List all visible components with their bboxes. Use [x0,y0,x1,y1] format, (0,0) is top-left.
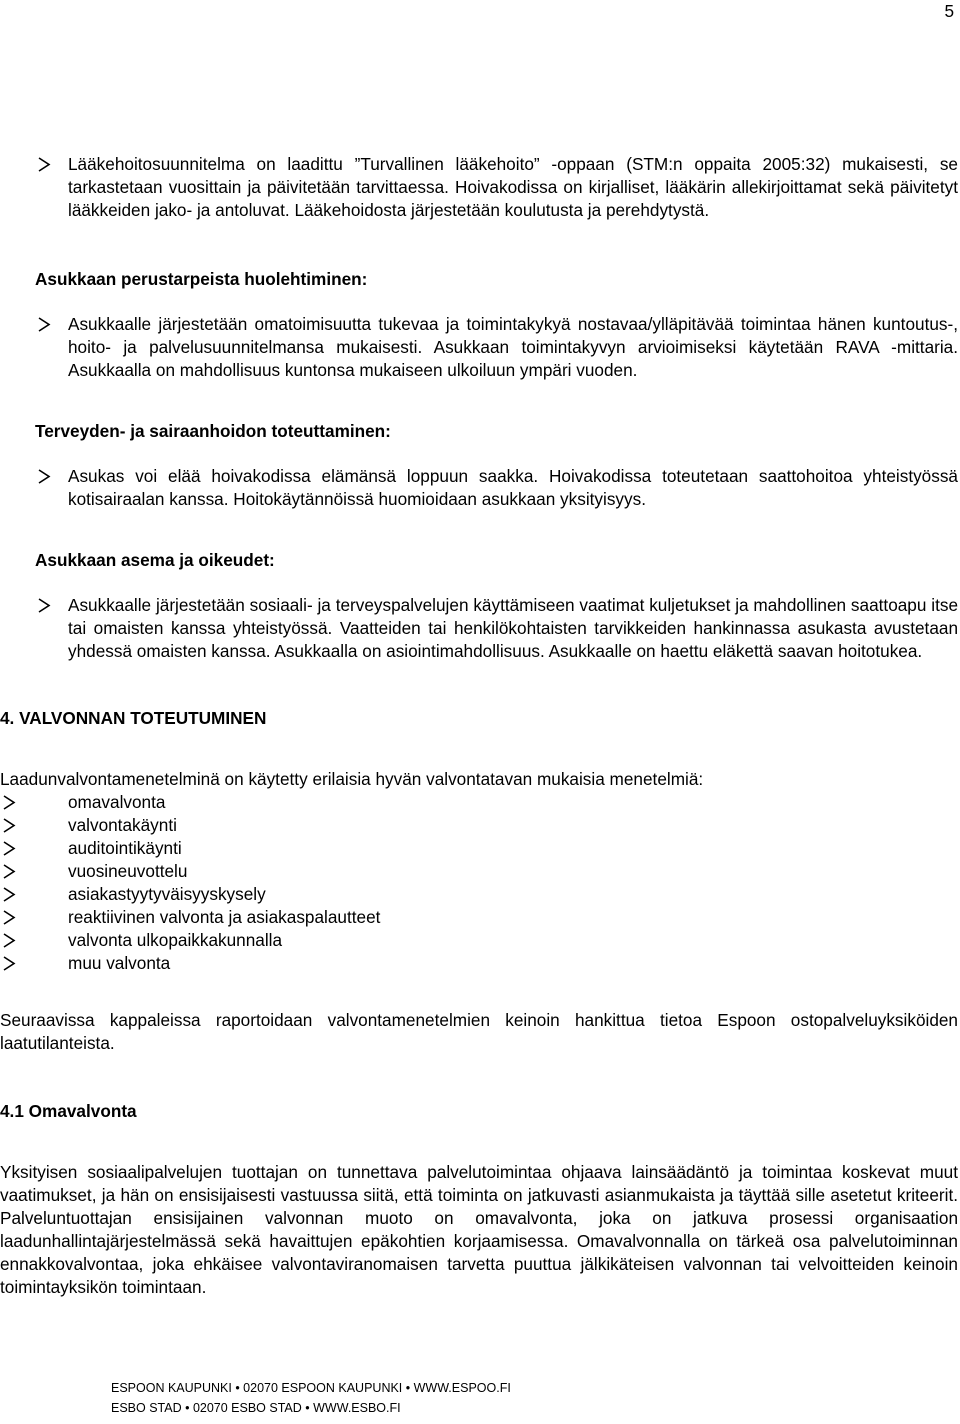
bullet-text: Asukkaalle järjestetään omatoimisuutta tukevaa ja toimintakykyä nostavaa/ylläpitävää toimintaa hänen kuntoutus-, hoito- ja palvelusuunnitelmansa mukaisesti. Asukkaan toimintakyvyn arvioimiseksi käytetään RAVA -mittaria. Asukkaalla on mahdollisuus kuntonsa mukaiseen ulkoiluun ympäri vuoden. [68,314,958,380]
section-heading: Asukkaan asema ja oikeudet: [35,550,275,570]
list-item [0,860,960,883]
arrow-bullet-icon [0,860,20,883]
chapter-heading: 4. VALVONNAN TOTEUTUMINEN [0,708,267,728]
footer [111,1378,511,1418]
bullet-text: Asukas voi elää hoivakodissa elämänsä loppuun saakka. Hoivakodissa toteutetaan saattohoitoa yhteistyössä kotisairaalan kanssa. Hoitokäytännöissä huomioidaan asukkaan yksityisyys. [68,466,958,509]
arrow-bullet-icon [0,814,20,837]
arrow-bullet-icon [0,791,20,814]
arrow-bullet-icon [0,837,20,860]
list-item [0,791,960,814]
list-item-text: valvontakäynti [68,815,177,835]
section-4-1-heading: 4.1 Omavalvonta [0,1101,137,1121]
list-item [0,883,960,906]
list-item-text: omavalvonta [68,792,166,812]
arrow-bullet-icon [35,153,55,176]
methods-list [0,791,960,975]
arrow-bullet-icon [0,906,20,929]
section-heading: Terveyden- ja sairaanhoidon toteuttaminen: [35,421,391,441]
bullet-text: Lääkehoitosuunnitelma on laadittu ”Turvallinen lääkehoito” -oppaan (STM:n oppaita 2005:32) mukaisesti, se tarkastetaan vuosittain ja päivitetään tarvittaessa. Hoivakodissa on kirjalliset, lääkärin allekirjoittamat sekä päivitetyt lääkkeiden jako- ja antoluvat. Lääkehoidosta järjestetään koulutusta ja perehdytystä. [68,154,958,220]
intro-bullet [0,153,958,222]
section-bullet [0,465,958,511]
list-item-text: vuosineuvottelu [68,861,188,881]
section-4-1-text: Yksityisen sosiaalipalvelujen tuottajan on tunnettava palvelutoimintaa ohjaava lainsäädäntö ja toimintaa koskevat muut vaatimukset, ja hän on ensisijaisesti vastuussa siitä, että toiminta on jatkuvasti asianmukaista ja täyttää sille asetetut kriteerit. Palveluntuottajan ensisijainen valvonnan muoto on omavalvonta, joka on jatkuva prosessi organisaation laadunhallintajärjestelmässä sekä havaittujen epäkohtien korjaamisessa. Omavalvonnalla on tärkeä osa palvelutoiminnan ennakkovalvontaa, joka ehkäisee valvontaviranomaisen tarvetta puuttua jälkikäteisen valvonnan tai velvoitteiden keinoin toimintayksikön toimintaan. [0,1162,958,1297]
arrow-bullet-icon [35,313,55,336]
section-heading: Asukkaan perustarpeista huolehtiminen: [35,269,368,289]
section-bullet [0,313,958,382]
page-number: 5 [944,1,954,21]
list-item-text: asiakastyytyväisyyskysely [68,884,266,904]
list-item-text: valvonta ulkopaikkakunnalla [68,930,283,950]
footer-line-sv: ESBO STAD • 02070 ESBO STAD • WWW.ESBO.FI [111,1401,401,1415]
bullet-text: Asukkaalle järjestetään sosiaali- ja terveyspalvelujen käyttämiseen vaatimat kuljetukset ja mahdollinen saattoapu itse tai omaisten kanssa yhteistyössä. Vaatteiden tai henkilökohtaisten tarvikkeiden hankinnassa asukasta avustetaan yhdessä omaisten kanssa. Asukkaalla on asiointimahdollisuus. Asukkaalle on haettu eläkettä saavan hoitotukea. [68,595,958,661]
list-item [0,814,960,837]
chapter-closing: Seuraavissa kappaleissa raportoidaan valvontamenetelmien keinoin hankittua tietoa Espoon ostopalveluyksiköiden laatutilanteista. [0,1010,958,1053]
chapter-intro: Laadunvalvontamenetelminä on käytetty erilaisia hyvän valvontatavan mukaisia menetelmiä: [0,769,704,789]
arrow-bullet-icon [0,929,20,952]
list-item-text: muu valvonta [68,953,171,973]
document-body [0,153,960,1299]
footer-line-fi: ESPOON KAUPUNKI • 02070 ESPOON KAUPUNKI • WWW.ESPOO.FI [111,1381,511,1395]
arrow-bullet-icon [0,883,20,906]
arrow-bullet-icon [0,952,20,975]
list-item [0,952,960,975]
list-item-text: reaktiivinen valvonta ja asiakaspalautteet [68,907,381,927]
section-bullet [0,594,958,663]
list-item [0,929,960,952]
list-item [0,906,960,929]
list-item [0,837,960,860]
arrow-bullet-icon [35,465,55,488]
list-item-text: auditointikäynti [68,838,182,858]
arrow-bullet-icon [35,594,55,617]
